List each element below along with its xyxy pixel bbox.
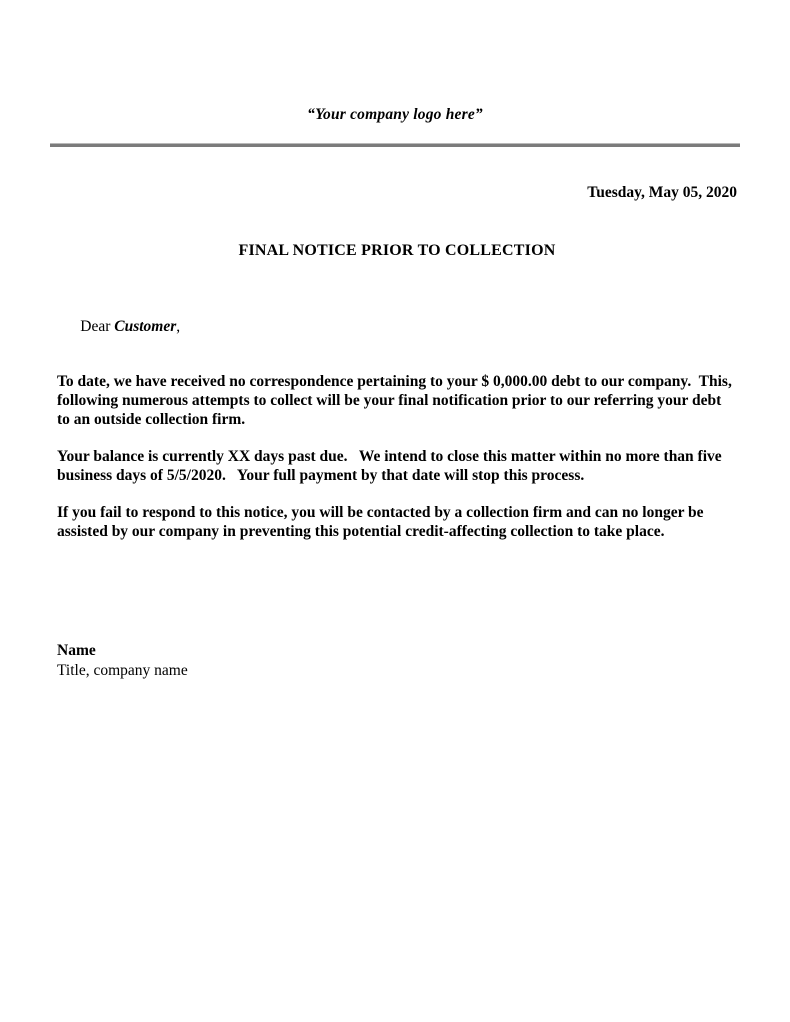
paragraph-debt-notice: To date, we have received no correspondence pertaining to your $ 0,000.00 debt to our company. This, following numerous attempts to collect will be your final notification prior to our referring your debt to an outside collection firm. <box>57 373 736 428</box>
letter-date: Tuesday, May 05, 2020 <box>587 184 737 201</box>
letter-body <box>57 184 737 680</box>
signature-block <box>57 641 737 680</box>
salutation-suffix: , <box>176 318 181 335</box>
paragraph-failure-consequence: If you fail to respond to this notice, you will be contacted by a collection firm and can no longer be assisted by our company in preventing this potential credit-affecting collection to take place. <box>57 504 708 540</box>
header-divider <box>50 143 740 147</box>
signature-name: Name <box>57 642 96 659</box>
salutation <box>57 300 737 354</box>
salutation-customer-name: Customer <box>114 318 177 335</box>
signature-title-company: Title, company name <box>57 661 188 679</box>
company-logo-placeholder: “Your company logo here” <box>307 106 483 123</box>
paragraph-balance-deadline: Your balance is currently XX days past due. We intend to close this matter within no more than five business days of 5/5/2020. Your full payment by that date will stop this process. <box>57 448 726 484</box>
salutation-prefix: Dear <box>80 318 115 335</box>
letter-title: FINAL NOTICE PRIOR TO COLLECTION <box>238 242 556 259</box>
